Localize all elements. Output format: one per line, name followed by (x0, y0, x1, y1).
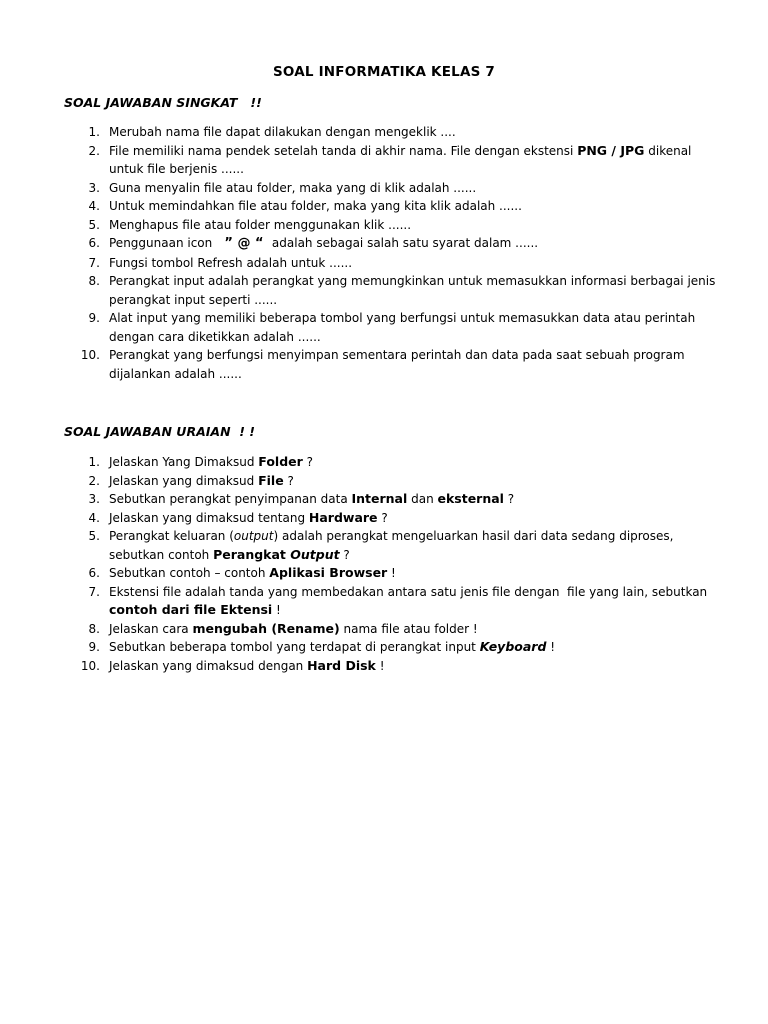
list-item: 7. Fungsi tombol Refresh adalah untuk ...... (88, 255, 353, 270)
short-answer-list (80, 123, 720, 383)
list-item: 4. Untuk memindahkan file atau folder, maka yang kita klik adalah ...... (88, 199, 522, 213)
list-item: 6. Penggunaan icon ” @ “ adalah sebagai salah satu syarat dalam ...... (88, 236, 539, 251)
list-item: 9. Alat input yang memiliki beberapa tombol yang berfungsi untuk memasukkan data atau perintah dengan cara diketikkan adalah ...... (88, 311, 700, 344)
list-item: 10. Perangkat yang berfungsi menyimpan sementara perintah dan data pada saat sebuah program dijalankan adalah ...... (80, 348, 689, 381)
list-item: 10. Jelaskan yang dimaksud dengan Hard Disk ! (80, 657, 385, 673)
list-item: 2. File memiliki nama pendek setelah tanda di akhir nama. File dengan ekstensi PNG / JPG dikenal untuk file berjenis ...... (88, 142, 696, 176)
list-item: 8. Perangkat input adalah perangkat yang memungkinkan untuk memasukkan informasi berbagai jenis perangkat input seperti ...... (88, 274, 720, 307)
list-item: 5. Perangkat keluaran (output) adalah perangkat mengeluarkan hasil dari data sedang diproses, sebutkan contoh Perangkat Output ? (88, 529, 678, 562)
list-item: 3. Guna menyalin file atau folder, maka yang di klik adalah ...... (88, 180, 477, 195)
list-item: 8. Jelaskan cara mengubah (Rename) nama file atau folder ! (88, 620, 478, 636)
essay-list (80, 453, 720, 675)
list-item: 4. Jelaskan yang dimaksud tentang Hardware ? (88, 509, 388, 525)
document-title: SOAL INFORMATIKA KELAS 7 (272, 64, 496, 80)
short-answer-heading: SOAL JAWABAN SINGKAT !! (64, 95, 262, 110)
list-item: 9. Sebutkan beberapa tombol yang terdapat di perangkat input Keyboard ! (88, 639, 556, 654)
list-item: 6. Sebutkan contoh – contoh Aplikasi Browser ! (88, 565, 396, 580)
list-item: 3. Sebutkan perangkat penyimpanan data Internal dan eksternal ? (88, 491, 515, 506)
list-item: 7. Ekstensi file adalah tanda yang membedakan antara satu jenis file dengan file yang lain, sebutkan contoh dari file Ektensi ! (88, 584, 711, 617)
list-item: 5. Menghapus file atau folder menggunakan klik ...... (88, 217, 412, 232)
list-item: 1. Jelaskan Yang Dimaksud Folder ? (88, 454, 313, 469)
essay-heading: SOAL JAWABAN URAIAN ! ! (64, 424, 255, 439)
list-item: 1. Merubah nama file dapat dilakukan dengan mengeklik .... (88, 125, 456, 139)
list-item: 2. Jelaskan yang dimaksud File ? (88, 472, 294, 488)
